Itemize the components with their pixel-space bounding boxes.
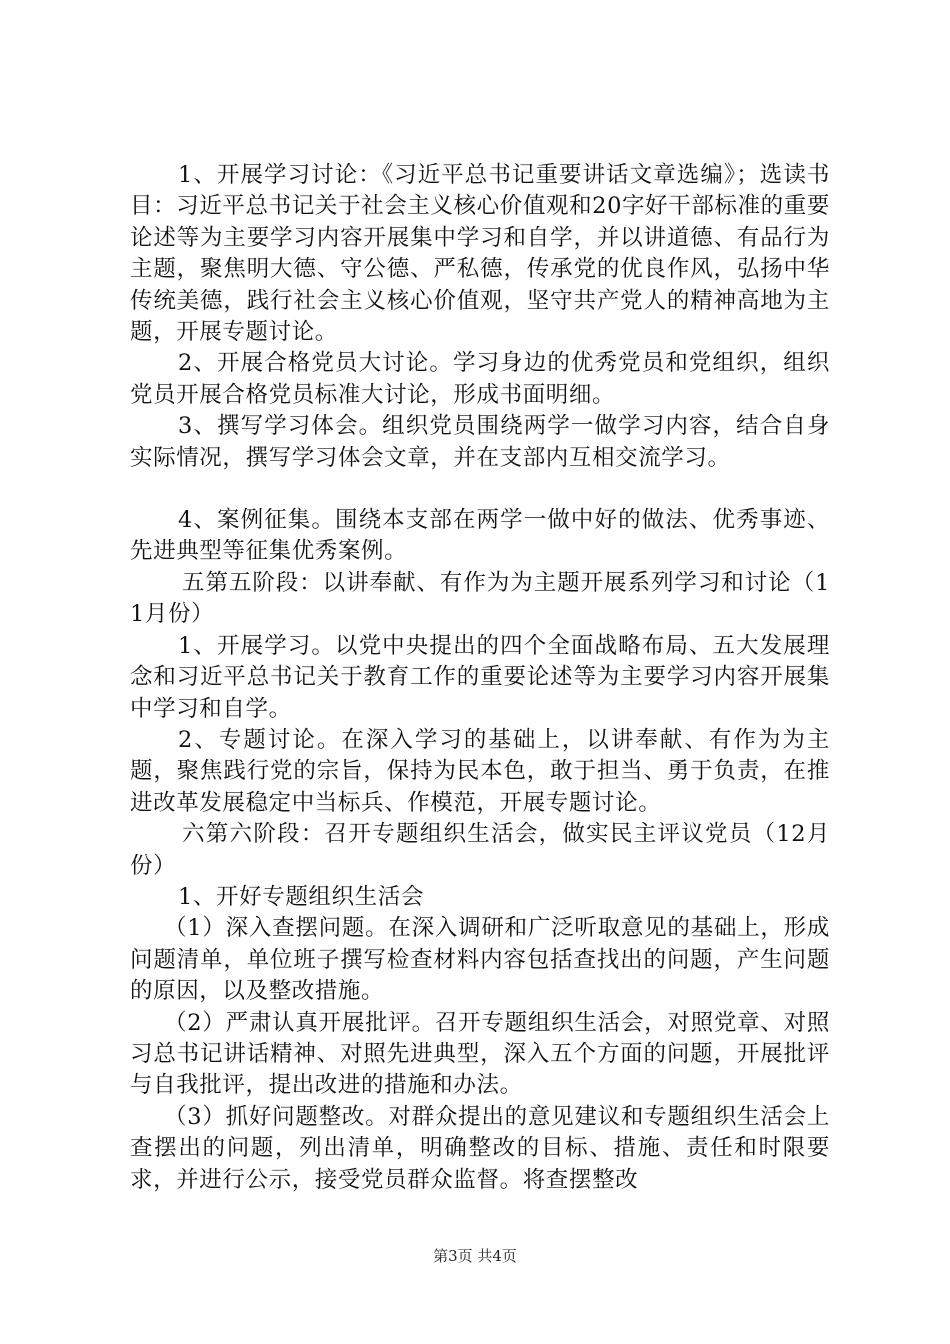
heading-stage-five: 五第五阶段：以讲奉献、有作为为主题开展系列学习和讨论（11月份） xyxy=(130,569,830,628)
paragraph-stage-five-discussion: 2、专题讨论。在深入学习的基础上，以讲奉献、有作为为主题，聚焦践行党的宗旨，保持为民本色，敢于担当、勇于负责，在推进改革发展稳定中当标兵、作模范，开展专题讨论。 xyxy=(130,726,830,816)
paragraph-find-problems: （1）深入查摆问题。在深入调研和广泛听取意见的基础上，形成问题清单，单位班子撰写检查材料内容包括查找出的问题，产生问题的原因，以及整改措施。 xyxy=(130,915,830,1005)
document-body xyxy=(130,160,830,1196)
paragraph-study-reflections: 3、撰写学习体会。组织党员围绕两学一做学习内容，结合自身实际情况，撰写学习体会文章，并在支部内互相交流学习。 xyxy=(130,413,830,471)
paragraph-criticism: （2）严肃认真开展批评。召开专题组织生活会，对照党章、对照习总书记讲话精神、对照先进典型，深入五个方面的问题，开展批评与自我批评，提出改进的措施和办法。 xyxy=(130,1009,830,1099)
page-number-footer: 第3页 共4页 xyxy=(433,1247,517,1265)
paragraph-gap xyxy=(130,474,830,505)
paragraph-stage-five-study: 1、开展学习。以党中央提出的四个全面战略布局、五大发展理念和习近平总书记关于教育工作的重要论述等为主要学习内容开展集中学习和自学。 xyxy=(130,632,830,722)
paragraph-qualified-member-discussion: 2、开展合格党员大讨论。学习身边的优秀党员和党组织，组织党员开展合格党员标准大讨论，形成书面明细。 xyxy=(130,350,830,408)
paragraph-rectification: （3）抓好问题整改。对群众提出的意见建议和专题组织生活会上查摆出的问题，列出清单，明确整改的目标、措施、责任和时限要求，并进行公示，接受党员群众监督。将查摆整改 xyxy=(130,1103,830,1193)
paragraph-study-discussion: 1、开展学习讨论：《习近平总书记重要讲话文章选编》；选读书目：习近平总书记关于社会主义核心价值观和20字好干部标准的重要论述等为主要学习内容开展集中学习和自学，并以讲道德、有品行为主题，聚焦明大德、守公德、严私德，传承党的优良作风，弘扬中华传统美德，践行社会主义核心价值观，坚守共产党人的精神高地为主题，开展专题讨论。 xyxy=(130,162,830,346)
paragraph-case-collection: 4、案例征集。围绕本支部在两学一做中好的做法、优秀事迹、先进典型等征集优秀案例。 xyxy=(130,507,830,565)
heading-stage-six: 六第六阶段：召开专题组织生活会，做实民主评议党员（12月份） xyxy=(130,821,830,879)
subheading-organize-meeting: 1、开好专题组织生活会 xyxy=(178,883,424,910)
